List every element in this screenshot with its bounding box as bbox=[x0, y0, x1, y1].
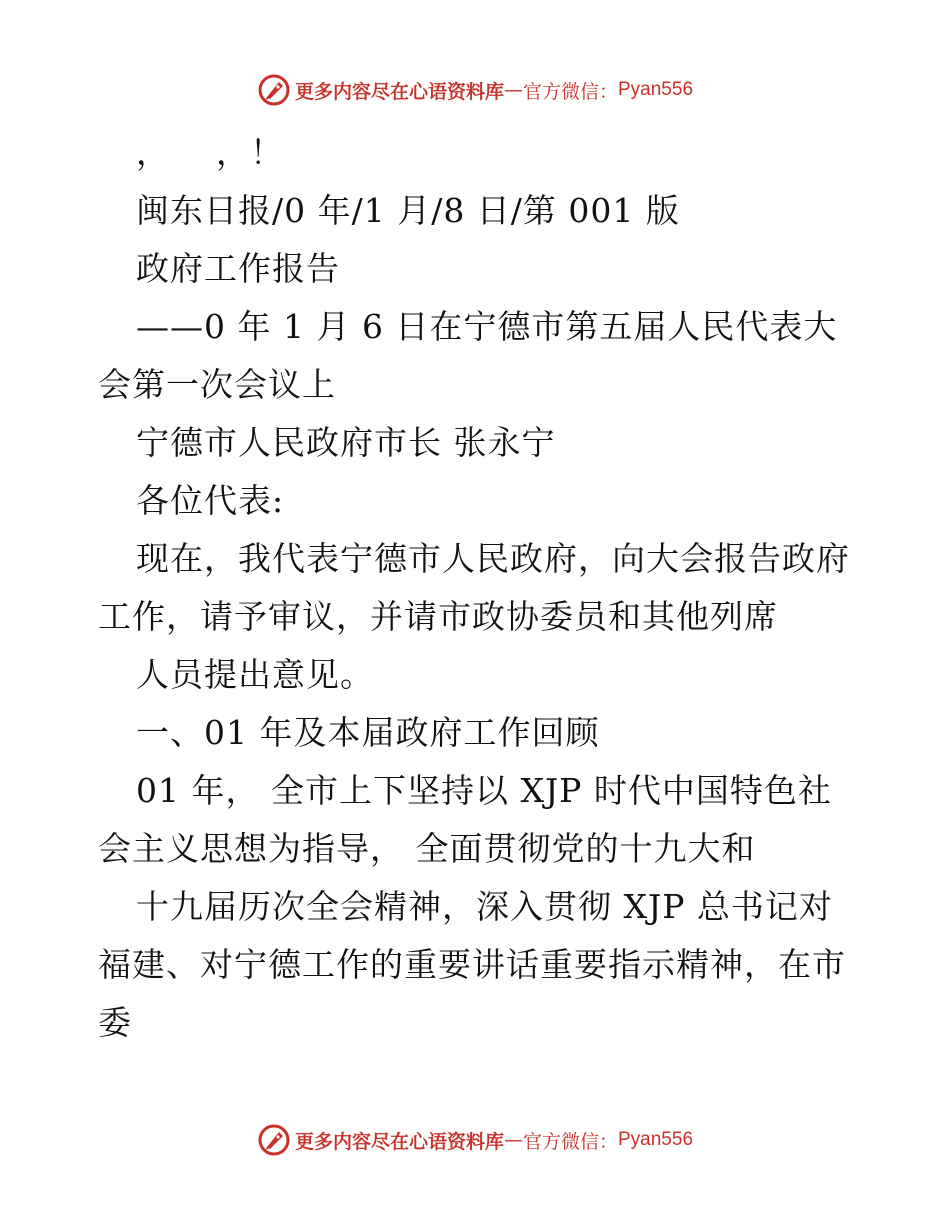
banner-label: 官方微信： bbox=[522, 80, 618, 103]
footer-watermark-banner bbox=[0, 1120, 950, 1160]
doc-line: 闽东日报/0 年/1 月/8 日/第 001 版 bbox=[136, 191, 680, 230]
document-body bbox=[98, 124, 858, 1052]
doc-line: 宁德市人民政府市长 张永宁 bbox=[136, 423, 556, 462]
doc-line: 现在，我代表宁德市人民政府，向大会报告政府 bbox=[136, 539, 850, 578]
banner-text: 更多内容尽在心语资料库 bbox=[294, 80, 504, 103]
banner-separator: — bbox=[503, 79, 523, 101]
doc-line: 会主义思想为指导， 全面贯彻党的十九大和 bbox=[98, 829, 756, 868]
doc-line: ——0 年 1 月 6 日在宁德市第五届人民代表大 bbox=[136, 307, 838, 346]
doc-line: 委 bbox=[98, 1003, 132, 1042]
doc-line: 十九届历次全会精神，深入贯彻 XJP 总书记对 bbox=[136, 887, 833, 926]
doc-line: 会第一次会议上 bbox=[98, 365, 336, 404]
doc-line: 政府工作报告 bbox=[136, 249, 340, 288]
doc-line: 01 年， 全市上下坚持以 XJP 时代中国特色社 bbox=[136, 771, 832, 810]
banner-separator: — bbox=[503, 1129, 523, 1151]
pen-nib-logo-icon bbox=[257, 73, 291, 107]
banner-text: 更多内容尽在心语资料库 bbox=[294, 1130, 504, 1153]
doc-line: 工作，请予审议，并请市政协委员和其他列席 bbox=[98, 597, 778, 636]
header-watermark-banner bbox=[0, 70, 950, 110]
doc-line: 福建、对宁德工作的重要讲话重要指示精神，在市 bbox=[98, 945, 846, 984]
doc-line: 一、01 年及本届政府工作回顾 bbox=[136, 713, 600, 752]
doc-line: ， ，！ bbox=[136, 133, 284, 172]
doc-line: 人员提出意见。 bbox=[136, 655, 374, 694]
pen-nib-logo-icon bbox=[257, 1123, 291, 1157]
banner-wechat-id: Pyan556 bbox=[618, 79, 694, 100]
doc-line: 各位代表: bbox=[136, 481, 285, 520]
banner-label: 官方微信： bbox=[522, 1130, 618, 1153]
banner-wechat-id: Pyan556 bbox=[618, 1129, 694, 1150]
